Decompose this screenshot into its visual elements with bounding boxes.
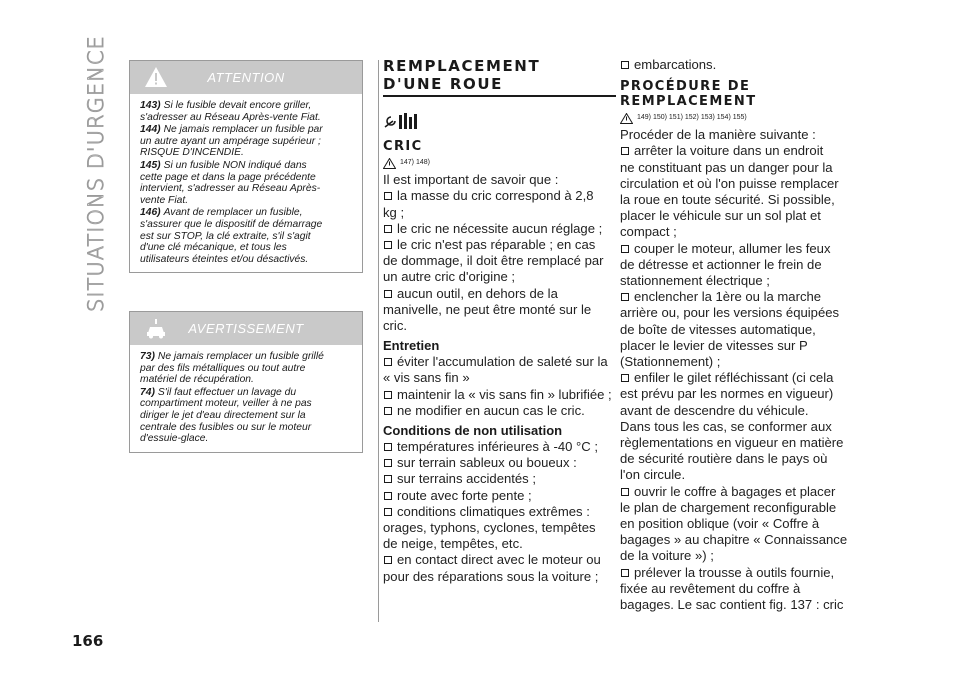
bullet-square-icon xyxy=(384,391,392,399)
bullet-square-icon xyxy=(621,569,629,577)
note-line: par des fils métalliques ou tout autre xyxy=(140,362,306,374)
list-item-text: couper le moteur, allumer les feux xyxy=(634,240,831,256)
list-item xyxy=(620,532,860,548)
bullet-square-icon xyxy=(384,508,392,516)
list-item xyxy=(620,386,860,402)
list-item-text: ne constituant pas un danger pour la xyxy=(620,159,833,175)
list-item xyxy=(620,338,860,354)
bullet-square-icon xyxy=(384,225,392,233)
list-item xyxy=(383,237,618,253)
procedure-references xyxy=(620,111,860,125)
note-line: cette page et dans la page précédente xyxy=(140,171,316,183)
note-item xyxy=(140,100,354,123)
list-item-text: placer le véhicule sur un sol plat et xyxy=(620,208,821,224)
avertissement-body xyxy=(130,345,362,452)
list-item-text: fixée au revêtement du coffre à xyxy=(620,580,801,596)
procedure-intro: Procéder de la manière suivante : xyxy=(620,127,816,143)
list-item xyxy=(383,370,618,386)
note-line: Si le fusible devait encore griller, xyxy=(163,100,312,111)
entretien-bullet-list xyxy=(383,354,618,419)
list-item-text: manivelle, ne peut être monté sur le xyxy=(383,301,592,317)
bullet-square-icon xyxy=(384,475,392,483)
note-line: d'essuie-glace. xyxy=(140,433,209,445)
list-item xyxy=(383,354,618,370)
avertissement-box xyxy=(129,311,363,453)
note-line: Si un fusible NON indiqué dans xyxy=(163,159,307,171)
list-item xyxy=(383,286,618,302)
list-item xyxy=(620,516,860,532)
list-item-text: températures inférieures à -40 °C ; xyxy=(397,439,599,455)
list-item xyxy=(620,467,860,483)
attention-box xyxy=(129,60,363,273)
avertissement-header xyxy=(130,312,362,345)
list-item-text: maintenir la « vis sans fin » lubrifiée ; xyxy=(397,386,612,402)
list-item-text: aucun outil, en dehors de la xyxy=(397,285,558,301)
page-number: 166 xyxy=(72,632,104,650)
note-line: s'assurer que le dispositif de démarrage xyxy=(140,218,323,230)
list-item xyxy=(383,488,618,504)
bullet-square-icon xyxy=(621,147,629,155)
list-item xyxy=(620,403,860,419)
entretien-heading: Entretien xyxy=(383,338,440,354)
note-line: Avant de remplacer un fusible, xyxy=(163,207,303,219)
note-line: Ne jamais remplacer un fusible par xyxy=(163,124,323,136)
note-item xyxy=(140,387,354,445)
list-item-text: de boîte de vitesses automatique, xyxy=(620,321,816,337)
car-warning-icon xyxy=(144,317,168,339)
bullet-square-icon xyxy=(384,492,392,500)
list-item xyxy=(620,289,860,305)
conditions-heading: Conditions de non utilisation xyxy=(383,423,563,439)
procedure-refs-text: 149) 150) 151) 152) 153) 154) 155) xyxy=(637,114,747,122)
list-item xyxy=(383,403,618,419)
list-item xyxy=(383,188,618,204)
bullet-square-icon xyxy=(621,61,629,69)
list-item xyxy=(620,257,860,273)
list-item xyxy=(383,471,618,487)
list-item xyxy=(620,224,860,240)
list-item xyxy=(620,143,860,159)
note-line: vente Fiat. xyxy=(140,194,189,206)
bullet-square-icon xyxy=(384,241,392,249)
list-item-text: bagages » au chapitre « Connaissance xyxy=(620,532,848,548)
list-item xyxy=(620,548,860,564)
avertissement-title: AVERTISSEMENT xyxy=(188,321,304,336)
bullet-square-icon xyxy=(621,245,629,253)
cric-refs-text: 147) 148) xyxy=(400,159,430,167)
list-item xyxy=(620,419,860,435)
list-item-text: ne modifier en aucun cas le cric. xyxy=(397,402,585,418)
note-line: intervient, s'adresser au Réseau Après- xyxy=(140,183,321,195)
note-line: centrale des fusibles ou sur le moteur xyxy=(140,421,312,433)
list-item-text: en position oblique (voir « Coffre à xyxy=(620,516,820,532)
list-item xyxy=(383,552,618,568)
list-item-text: bagages. Le sac contient fig. 137 : cric xyxy=(620,597,844,613)
attention-header xyxy=(130,61,362,94)
list-item-text: arrêter la voiture dans un endroit xyxy=(634,143,824,159)
bullet-square-icon xyxy=(384,459,392,467)
list-item xyxy=(383,504,618,520)
note-number: 146) xyxy=(140,207,161,219)
list-item xyxy=(620,57,860,73)
list-item xyxy=(383,205,618,221)
note-line: utilisateurs éteintes et/ou désactivés. xyxy=(140,253,309,265)
note-line: d'une clé mécanique, et tous les xyxy=(140,242,287,254)
attention-body xyxy=(130,94,362,272)
list-item-text: enfiler le gilet réfléchissant (ci cela xyxy=(634,370,834,386)
bullet-square-icon xyxy=(621,374,629,382)
list-item-text: Dans tous les cas, se conformer aux xyxy=(620,418,832,434)
list-item xyxy=(620,176,860,192)
list-item xyxy=(620,435,860,451)
note-line: RISQUE D'INCENDIE. xyxy=(140,147,244,159)
column-jack xyxy=(383,57,618,585)
list-item-text: embarcations. xyxy=(634,57,717,72)
column-procedure xyxy=(620,57,860,613)
list-item xyxy=(620,208,860,224)
bullet-square-icon xyxy=(621,293,629,301)
list-item xyxy=(620,241,860,257)
attention-title: ATTENTION xyxy=(207,70,285,85)
list-item-text: de sécurité routière dans le pays où xyxy=(620,451,828,467)
note-line: compartiment moteur, veiller à ne pas xyxy=(140,398,312,410)
list-item-text: circulation et où l'on puisse remplacer xyxy=(620,175,839,191)
list-item-text: sur terrain sableux ou boueux : xyxy=(397,455,577,471)
list-item xyxy=(383,536,618,552)
column-divider xyxy=(378,60,379,622)
list-item-text: de la voiture ») ; xyxy=(620,548,714,564)
note-item xyxy=(140,207,354,265)
note-number: 145) xyxy=(140,159,161,171)
list-item-text: le plan de chargement reconfigurable xyxy=(620,499,837,515)
note-item xyxy=(140,351,354,386)
procedure-heading-line-2: REMPLACEMENT xyxy=(620,94,757,110)
list-item-text: le cric n'est pas réparable ; en cas xyxy=(397,237,596,253)
list-item-text: enclencher la 1ère ou la marche xyxy=(634,289,822,305)
note-item xyxy=(140,160,354,206)
note-item xyxy=(140,124,354,159)
list-item-text: stationnement électrique ; xyxy=(620,273,770,289)
list-item xyxy=(620,305,860,321)
list-item-text: conditions climatiques extrêmes : xyxy=(397,503,590,519)
list-item xyxy=(383,221,618,237)
procedure-bullet-list xyxy=(620,143,860,613)
list-item-text: orages, typhons, cyclones, tempêtes xyxy=(383,520,596,536)
list-item xyxy=(620,192,860,208)
list-item xyxy=(620,484,860,500)
bullet-square-icon xyxy=(384,290,392,298)
list-item-text: placer le levier de vitesses sur P xyxy=(620,337,808,353)
procedure-heading-line-1: PROCÉDURE DE xyxy=(620,79,751,95)
list-item xyxy=(383,455,618,471)
wrench-icon xyxy=(383,111,429,131)
list-item-text: « vis sans fin » xyxy=(383,370,470,386)
list-item xyxy=(383,302,618,318)
list-item-text: compact ; xyxy=(620,224,677,240)
list-item-text: sur terrains accidentés ; xyxy=(397,471,536,487)
list-item-text: un autre cric d'origine ; xyxy=(383,269,516,285)
list-item-text: la roue en toute sécurité. Si possible, xyxy=(620,192,835,208)
list-item xyxy=(383,569,618,585)
list-item xyxy=(620,565,860,581)
warning-triangle-icon xyxy=(144,66,168,88)
cric-heading: CRIC xyxy=(383,139,423,155)
list-item xyxy=(383,318,618,334)
list-item xyxy=(620,160,860,176)
list-item-text: prélever la trousse à outils fournie, xyxy=(634,564,835,580)
list-item xyxy=(620,354,860,370)
cric-intro: Il est important de savoir que : xyxy=(383,172,559,188)
bullet-square-icon xyxy=(384,407,392,415)
list-item-text: la masse du cric correspond à 2,8 xyxy=(397,188,594,204)
cric-bullet-list xyxy=(383,188,618,334)
bullet-square-icon xyxy=(621,488,629,496)
list-item xyxy=(620,597,860,613)
list-item-text: arrière ou, pour les versions équipées xyxy=(620,305,840,321)
list-item-text: de dommage, il doit être remplacé par xyxy=(383,253,604,269)
note-line: s'adresser au Réseau Après-vente Fiat. xyxy=(140,111,321,123)
bullet-square-icon xyxy=(384,556,392,564)
list-item xyxy=(620,322,860,338)
list-item-text: ouvrir le coffre à bagages et placer xyxy=(634,483,836,499)
list-item-text: est prévu par les normes en vigueur) xyxy=(620,386,834,402)
note-number: 143) xyxy=(140,100,161,111)
list-item-text: de détresse et actionner le frein de xyxy=(620,256,822,272)
note-line: un autre ayant un ampérage supérieur ; xyxy=(140,135,321,147)
list-item xyxy=(383,387,618,403)
section-side-title: SITUATIONS D'URGENCE xyxy=(84,35,108,312)
list-item xyxy=(620,581,860,597)
list-item xyxy=(620,451,860,467)
list-item xyxy=(383,253,618,269)
list-item-text: de neige, tempêtes, etc. xyxy=(383,536,523,552)
list-item-text: kg ; xyxy=(383,204,405,220)
list-item xyxy=(620,500,860,516)
warning-triangle-icon xyxy=(383,158,396,169)
note-number: 73) xyxy=(140,351,155,362)
section-heading-line-2: D'UNE ROUE xyxy=(383,75,503,93)
note-number: 144) xyxy=(140,124,161,136)
note-line: matériel de récupération. xyxy=(140,374,254,386)
warning-triangle-icon xyxy=(620,113,633,124)
note-number: 74) xyxy=(140,386,155,398)
list-item-text: en contact direct avec le moteur ou xyxy=(397,552,601,568)
note-line: Ne jamais remplacer un fusible grillé xyxy=(157,351,324,362)
list-item-text: l'on circule. xyxy=(620,467,686,483)
section-heading-line-1: REMPLACEMENT xyxy=(383,57,541,75)
list-item xyxy=(383,439,618,455)
list-item xyxy=(620,370,860,386)
list-item xyxy=(620,273,860,289)
note-line: diriger le jet d'eau directement sur la xyxy=(140,409,306,421)
note-line: est sur STOP, la clé extraite, s'il s'agit xyxy=(140,230,311,242)
list-item-text: cric. xyxy=(383,318,408,334)
bullet-square-icon xyxy=(384,443,392,451)
list-item-text: pour des réparations sous la voiture ; xyxy=(383,568,599,584)
list-item-text: route avec forte pente ; xyxy=(397,487,532,503)
bullet-square-icon xyxy=(384,358,392,366)
bullet-square-icon xyxy=(384,192,392,200)
list-item-text: éviter l'accumulation de saleté sur la xyxy=(397,354,608,370)
list-item xyxy=(383,520,618,536)
list-item-text: (Stationnement) ; xyxy=(620,354,721,370)
conditions-bullet-list xyxy=(383,439,618,585)
list-item-text: règlementations en vigueur en matière xyxy=(620,435,844,451)
list-item xyxy=(383,269,618,285)
heading-rule xyxy=(383,95,616,97)
cric-references xyxy=(383,156,618,170)
list-item-text: avant de descendre du véhicule. xyxy=(620,402,809,418)
list-item-text: le cric ne nécessite aucun réglage ; xyxy=(397,220,603,236)
note-line: S'il faut effectuer un lavage du xyxy=(157,386,297,398)
